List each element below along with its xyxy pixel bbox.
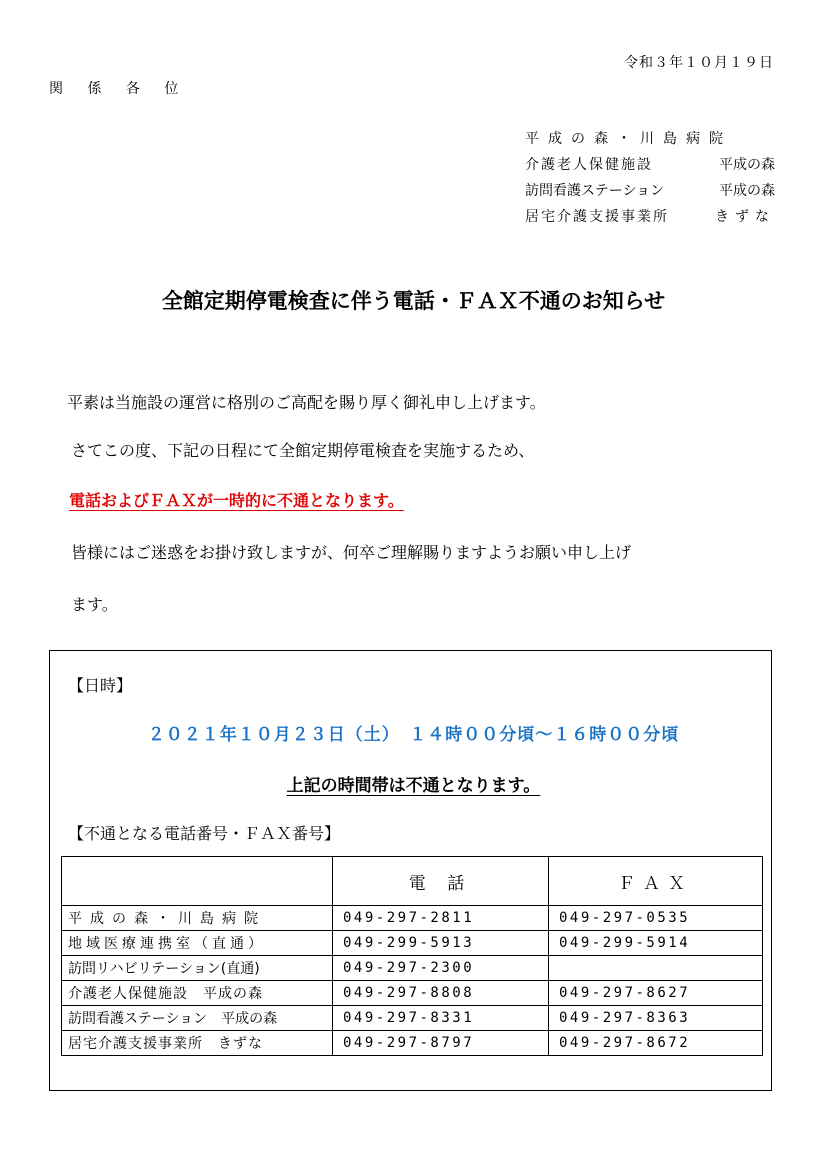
sender-line: [525, 178, 775, 204]
sender-subname: きずな: [715, 209, 775, 225]
tel-number: 049-299-5913: [333, 931, 549, 956]
tel-number: 049-297-2811: [333, 906, 549, 931]
fax-number: 049-297-8627: [549, 981, 763, 1006]
facility-name-text: 地域医療連携室（直通）: [68, 936, 266, 952]
sender-subname: 平成の森: [719, 183, 775, 199]
sender-subname: 平成の森: [719, 157, 775, 173]
table-row: [62, 956, 763, 981]
sender-name: 訪問看護ステーション: [525, 183, 665, 199]
table-row: [62, 931, 763, 956]
body-paragraph-line: 平素は当施設の運営に格別のご高配を賜り厚く御礼申し上げます。: [67, 393, 546, 412]
facility-name-text: 平成の森・川島病院: [68, 911, 266, 927]
section-heading-numbers: 【不通となる電話番号・ＦＡＸ番号】: [68, 824, 341, 843]
recipient: 関 係 各 位: [49, 81, 189, 97]
facility-name: [62, 956, 333, 981]
outage-note: 上記の時間帯は不通となります。: [286, 776, 541, 796]
facility-name-text: 訪問看護ステーション 平成の森: [68, 1011, 278, 1027]
facility-name: [62, 931, 333, 956]
facility-name: [62, 1006, 333, 1031]
table-row: [62, 981, 763, 1006]
sender-line: [525, 204, 775, 230]
table-header-fax: ＦＡＸ: [549, 857, 763, 906]
facility-name: [62, 1031, 333, 1056]
tel-number: 049-297-8797: [333, 1031, 549, 1056]
notice-title: 全館定期停電検査に伴う電話・ＦＡＸ不通のお知らせ: [161, 289, 666, 313]
section-heading-datetime: 【日時】: [68, 676, 133, 695]
table-row: [62, 906, 763, 931]
sender-name: 介護老人保健施設: [525, 157, 653, 173]
fax-number: 049-297-0535: [549, 906, 763, 931]
tel-number: 049-297-8331: [333, 1006, 549, 1031]
fax-number: 049-297-8363: [549, 1006, 763, 1031]
phone-fax-table: [61, 856, 763, 1056]
table-row: [62, 1006, 763, 1031]
document-date: 令和３年１０月１９日: [624, 55, 774, 71]
facility-name-text: 訪問リハビリテーション(直通): [68, 961, 260, 977]
body-paragraph-line: さてこの度、下記の日程にて全館定期停電検査を実施するため、: [71, 441, 535, 460]
outage-datetime: ２０２１年１０月２３日（土） １４時００分頃～１６時００分頃: [147, 725, 680, 745]
sender-line: [525, 152, 775, 178]
highlight-warning: 電話およびＦＡＸが一時的に不通となります。: [69, 491, 404, 510]
table-row: [62, 1031, 763, 1056]
facility-name: [62, 981, 333, 1006]
tel-number: 049-297-8808: [333, 981, 549, 1006]
table-header-row: [62, 857, 763, 906]
tel-number: 049-297-2300: [333, 956, 549, 981]
facility-name: [62, 906, 333, 931]
table-header-blank: [62, 857, 333, 906]
sender-name: 居宅介護支援事業所: [525, 209, 669, 225]
sender-block: [525, 126, 775, 230]
body-paragraph-line: ます。: [71, 595, 118, 614]
facility-name-text: 介護老人保健施設 平成の森: [68, 986, 263, 1002]
fax-number: 049-299-5914: [549, 931, 763, 956]
facility-name-text: 居宅介護支援事業所 きずな: [68, 1036, 263, 1052]
fax-number: 049-297-8672: [549, 1031, 763, 1056]
table-header-tel: 電 話: [333, 857, 549, 906]
body-paragraph-line: 皆様にはご迷惑をお掛け致しますが、何卒ご理解賜りますようお願い申し上げ: [71, 543, 632, 562]
sender-line: [525, 126, 775, 152]
sender-name: 平成の森・川島病院: [525, 131, 732, 147]
fax-number: [549, 956, 763, 981]
